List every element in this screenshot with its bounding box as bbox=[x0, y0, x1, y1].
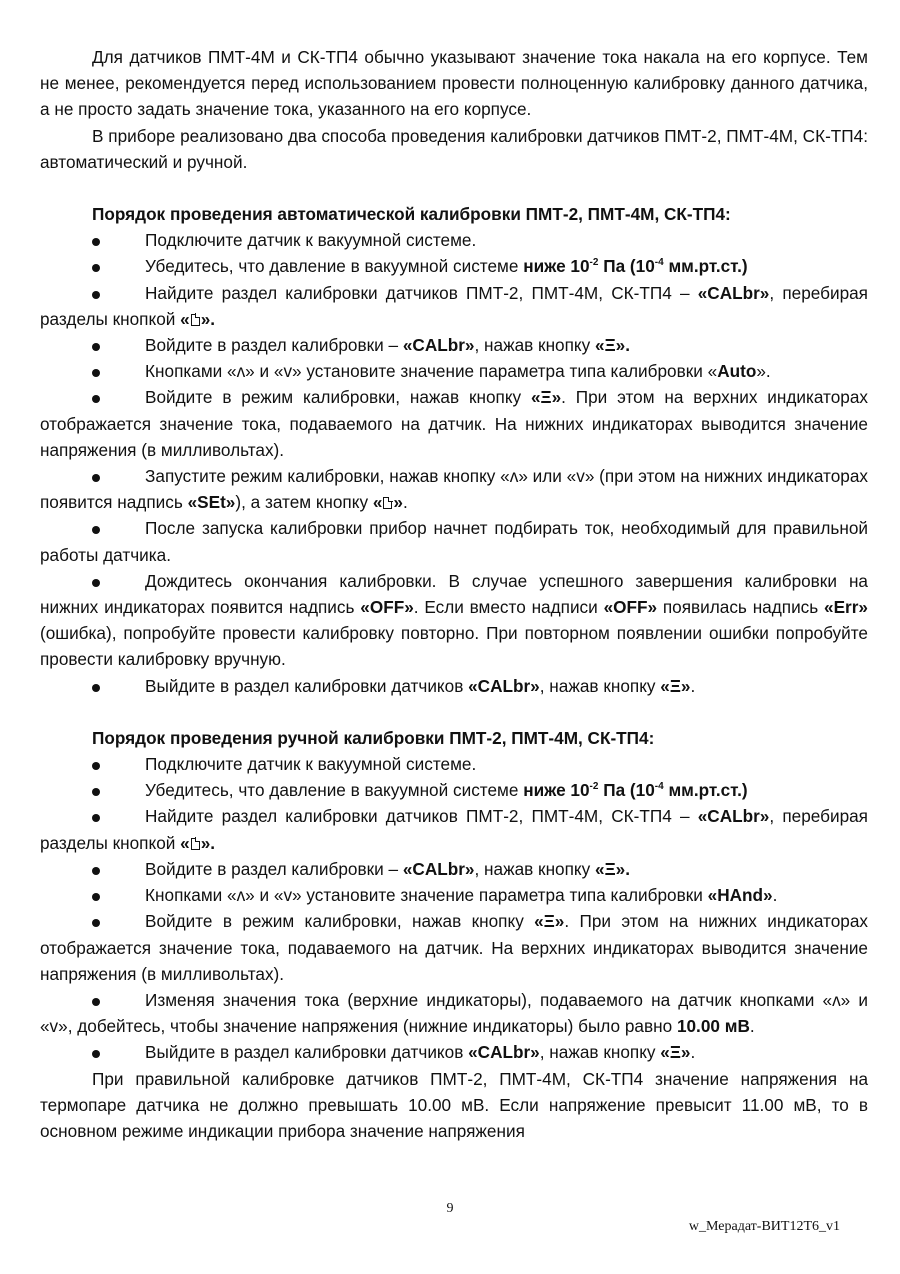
bullet-icon bbox=[92, 395, 100, 403]
auto-step-10: Выйдите в раздел калибровки датчиков «CALbr», нажав кнопку «Ξ». bbox=[40, 673, 868, 699]
bullet-icon bbox=[92, 264, 100, 272]
bullet-icon bbox=[92, 919, 100, 927]
page-button-icon bbox=[191, 314, 200, 326]
closing-paragraph: При правильной калибровке датчиков ПМТ-2, ПМТ-4М, СК-ТП4 значение напряжения на термопаре датчика не должно превышать 10.00 мВ. Если напряжение превысит 11.00 мВ, то в основном режиме индикации прибора значение напряжения bbox=[40, 1068, 868, 1141]
manual-step-2: Убедитесь, что давление в вакуумной системе ниже $10^{-2}$ Па ($10^{-4}$ мм.рт.ст.) bbox=[40, 777, 868, 803]
bullet-icon bbox=[92, 867, 100, 875]
bullet-icon bbox=[92, 369, 100, 377]
auto-step-6: Войдите в режим калибровки, нажав кнопку «Ξ». При этом на верхних индикаторах отображается значение тока, подаваемого на датчик. На нижних индикаторах выводится значение напряжения (в милливольтах). bbox=[40, 387, 869, 460]
auto-step-2: Убедитесь, что давление в вакуумной системе ниже $10^{-2}$ Па ($10^{-4}$ мм.рт.ст.) bbox=[40, 253, 868, 279]
bullet-icon bbox=[92, 343, 100, 351]
auto-step-5: Кнопками «ʌ» и «v» установите значение параметра типа калибровки «Auto». bbox=[40, 358, 868, 384]
manual-step-1: Подключите датчик к вакуумной системе. bbox=[40, 751, 868, 777]
bullet-icon bbox=[92, 814, 100, 822]
auto-step-3: Найдите раздел калибровки датчиков ПМТ-2, ПМТ-4М, СК-ТП4 – «CALbr», перебирая разделы кнопкой « ». bbox=[40, 282, 868, 329]
page-button-icon bbox=[383, 497, 392, 509]
bullet-icon bbox=[92, 474, 100, 482]
manual-step-6: Войдите в режим калибровки, нажав кнопку «Ξ». При этом на нижних индикаторах отображается значение тока, подаваемого на датчик. На верхних индикаторах выводится значение напряжения (в милливольтах). bbox=[40, 911, 868, 984]
bullet-icon bbox=[92, 893, 100, 901]
bullet-icon bbox=[92, 238, 100, 246]
bullet-icon bbox=[92, 1050, 100, 1058]
spacer bbox=[40, 699, 868, 725]
auto-step-7: Запустите режим калибровки, нажав кнопку «ʌ» или «v» (при этом на нижних индикаторах появится надпись «SEt»), а затем кнопку « ». bbox=[40, 466, 868, 513]
auto-step-9: Дождитесь окончания калибровки. В случае успешного завершения калибровки на нижних индикаторах появится надпись «OFF». Если вместо надписи «OFF» появилась надпись «Err» (ошибка), попробуйте провести калибровку повторно. При повторном появлении ошибки попробуйте провести калибровку вручную. bbox=[40, 570, 868, 670]
manual-step-7: Изменяя значения тока (верхние индикаторы), подаваемого на датчик кнопками «ʌ» и «v», добейтесь, чтобы значение напряжения (нижние индикаторы) было равно 10.00 мВ. bbox=[40, 989, 868, 1037]
document-id: w_Мерадат-ВИТ12Т6_v1 bbox=[688, 1219, 840, 1234]
intro-paragraph-1: Для датчиков ПМТ-4М и СК-ТП4 обычно указывают значение тока накала на его корпусе. Тем не менее, рекомендуется перед использованием провести полноценную калибровку данного датчика, а не просто задать значение тока, указанного на его корпусе. bbox=[40, 47, 868, 120]
auto-step-4: Войдите в раздел калибровки – «CALbr», нажав кнопку «Ξ». bbox=[40, 332, 868, 358]
bullet-icon bbox=[92, 291, 100, 299]
bullet-icon bbox=[92, 998, 100, 1006]
bullet-icon bbox=[92, 579, 100, 587]
spacer bbox=[40, 175, 868, 201]
bullet-icon bbox=[92, 684, 100, 692]
auto-step-8: После запуска калибровки прибор начнет подбирать ток, необходимый для правильной работы датчика. bbox=[40, 518, 868, 565]
manual-calibration-heading: Порядок проведения ручной калибровки ПМТ-2, ПМТ-4М, СК-ТП4: bbox=[92, 727, 655, 748]
document-page bbox=[40, 44, 868, 1144]
auto-step-1: Подключите датчик к вакуумной системе. bbox=[40, 227, 868, 253]
manual-step-5: Кнопками «ʌ» и «v» установите значение параметра типа калибровки «HAnd». bbox=[40, 882, 868, 908]
intro-paragraph-2: В приборе реализовано два способа проведения калибровки датчиков ПМТ-2, ПМТ-4М, СК-ТП4: автоматический и ручной. bbox=[40, 125, 868, 172]
bullet-icon bbox=[92, 762, 100, 770]
bullet-icon bbox=[92, 788, 100, 796]
manual-step-3: Найдите раздел калибровки датчиков ПМТ-2, ПМТ-4М, СК-ТП4 – «CALbr», перебирая разделы кнопкой « ». bbox=[40, 806, 868, 853]
manual-step-8: Выйдите в раздел калибровки датчиков «CALbr», нажав кнопку «Ξ». bbox=[40, 1039, 868, 1065]
page-number: 9 bbox=[446, 1201, 454, 1216]
auto-calibration-heading: Порядок проведения автоматической калибровки ПМТ-2, ПМТ-4М, СК-ТП4: bbox=[92, 204, 731, 225]
page-button-icon bbox=[191, 838, 200, 850]
bullet-icon bbox=[92, 526, 100, 534]
manual-step-4: Войдите в раздел калибровки – «CALbr», нажав кнопку «Ξ». bbox=[40, 856, 868, 882]
